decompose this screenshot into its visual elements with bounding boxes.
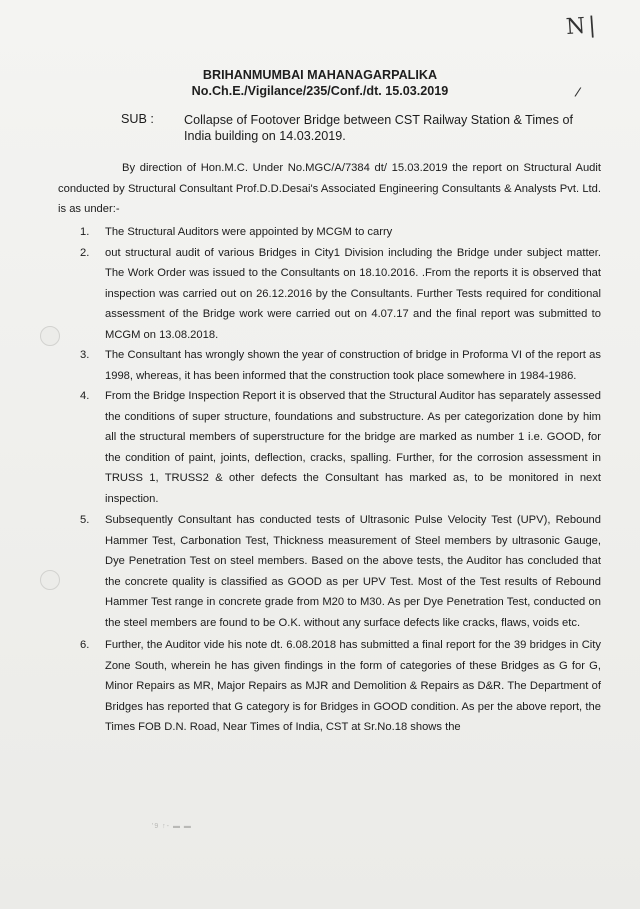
list-item-number: 3.	[80, 349, 90, 361]
list-item-text: Subsequently Consultant has conducted tests of Ultrasonic Pulse Velocity Test (UPV), Rebound Hammer Test, Carbonation Test, Thickness measurement of Steel members by ultrasonic Gauge, Dye Penetration Test on steel members. Based on the above tests, the Auditor has concluded that the concrete quality is classified as GOOD as per UPV Test. Most of the Test results of Rebound Hammer Test range in concrete grade from M20 to M30. As per Dye Penetration Test, conducted on the steel members are found to be O.K. without any surface defects like cracks, flaws, voids etc.	[105, 514, 601, 629]
list-item	[58, 386, 601, 509]
list-item-text: Further, the Auditor vide his note dt. 6.08.2018 has submitted a final report for the 39 bridges in City Zone South, wherein he has given findings in the form of categories of these Bridges as G for G, Minor Repairs as MR, Major Repairs as MJR and Demolition & Repairs as D&R. The Department of Bridges has reported that G category is for Bridges in GOOD condition. As per the above report, the Times FOB D.N. Road, Near Times of India, CST at Sr.No.18 shows the	[105, 639, 601, 733]
list-item-text: The Consultant has wrongly shown the year of construction of bridge in Proforma VI of the report as 1998, whereas, it has been informed that the construction took place somewhere in 1984-1986.	[105, 349, 601, 382]
list-item	[58, 243, 601, 346]
findings-list	[58, 222, 601, 738]
list-item-number: 4.	[80, 390, 90, 402]
list-item-text: The Structural Auditors were appointed by MCGM to carry	[105, 226, 393, 238]
handwritten-mark: N|	[565, 12, 600, 41]
reference-number: No.Ch.E./Vigilance/235/Conf./dt. 15.03.2019	[191, 84, 449, 98]
faint-bleed-through-text: '9 ↑- ▬ ▬	[152, 823, 192, 830]
punch-hole-mark	[40, 570, 60, 590]
subject-text: Collapse of Footover Bridge between CST Railway Station & Times of India building on 14.03.2019.	[184, 113, 573, 143]
list-item	[58, 635, 601, 738]
list-item-text: From the Bridge Inspection Report it is observed that the Structural Auditor has separately assessed the conditions of super structure, foundations and substructure. As per categorization done by him all the structural members of superstructure for the bridge are marked as number 1 i.e. GOOD, for the condition of paint, joints, deflection, cracks, spalling. Further, for the corrosion assessment in TRUSS 1, TRUSS2 & other defects the Consultant has marked as, to be monitored in next inspection.	[105, 390, 601, 505]
handwritten-tick: /	[573, 83, 583, 101]
list-item	[58, 222, 601, 243]
list-item-number: 6.	[80, 639, 90, 651]
list-item-number: 1.	[80, 226, 90, 238]
list-item	[58, 510, 601, 633]
list-item-text: out structural audit of various Bridges in City1 Division including the Bridge under subject matter. The Work Order was issued to the Consultants on 18.10.2016. .From the reports it is observed that inspection was carried out on 26.12.2016 by the Consultants. Further Tests required for conditional assessment of the Bridge work were carried out on 4.07.17 and the final report was submitted to MCGM on 13.08.2018.	[105, 246, 601, 341]
subject-label: SUB :	[121, 112, 154, 126]
intro-paragraph: By direction of Hon.M.C. Under No.MGC/A/7384 dt/ 15.03.2019 the report on Structural Audit conducted by Structural Consultant Prof.D.D.Desai's Associated Engineering Consultants & Analysts Pvt. Ltd. is as under:-	[58, 162, 601, 215]
list-item-number: 2.	[80, 246, 90, 259]
list-item	[58, 345, 601, 386]
punch-hole-mark	[40, 326, 60, 346]
organization-heading: BRIHANMUMBAI MAHANAGARPALIKA	[202, 68, 438, 82]
list-item-number: 5.	[80, 514, 90, 526]
